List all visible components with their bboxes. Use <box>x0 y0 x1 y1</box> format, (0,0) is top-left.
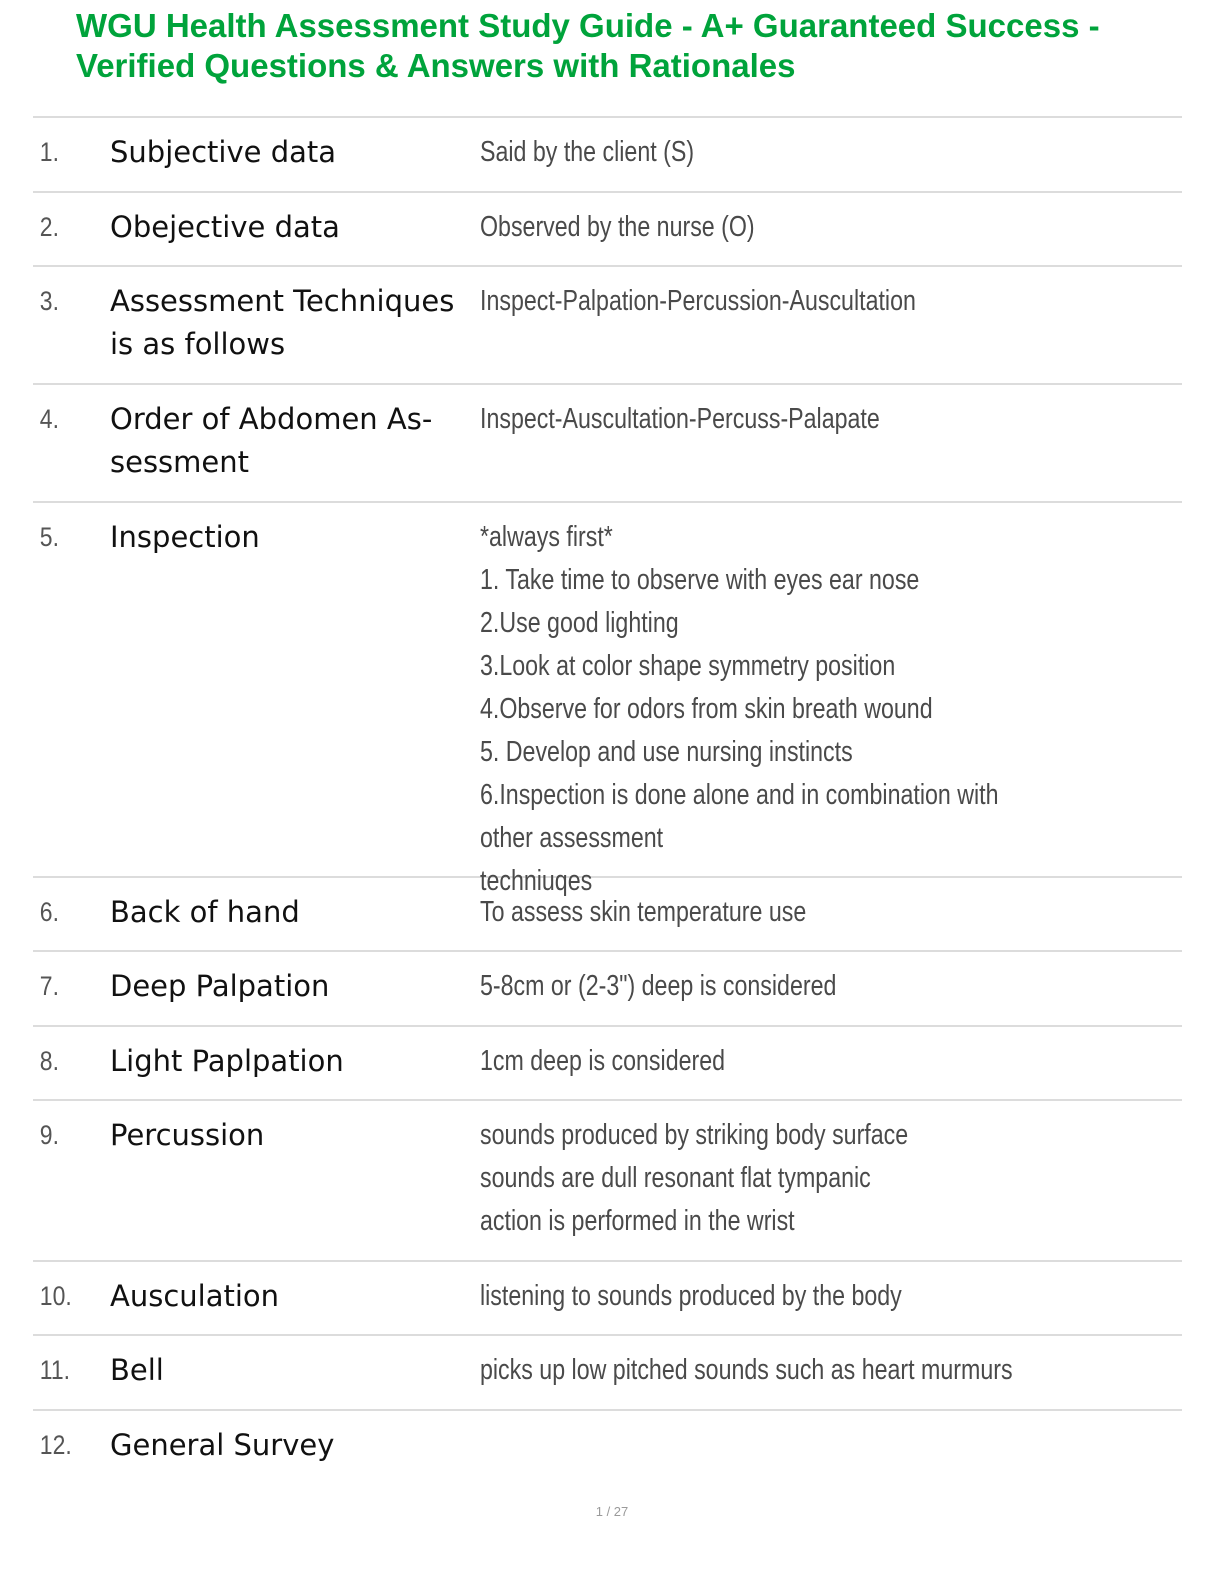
card-definition: Said by the client (S) <box>480 136 695 168</box>
title-line-1: WGU Health Assessment Study Guide - A+ Guaranteed Success - <box>76 7 1100 44</box>
card-definition: *always first* 1. Take time to observe with eyes ear nose 2.Use good lighting 3.Look at color shape symmetry position 4.Observe for odors from skin breath wound 5. Develop and use nursing instincts 6.Inspection is done alone and in combination with other assessment techniuqes <box>480 521 999 897</box>
flashcard-row <box>33 1027 1182 1101</box>
card-number: 8. <box>39 1046 59 1076</box>
card-definition: To assess skin temperature use <box>480 896 807 928</box>
card-term: Assessment Techniques is as follows <box>110 284 455 361</box>
flashcard-table <box>33 116 1182 1485</box>
card-definition <box>480 1424 1042 1485</box>
card-number: 4. <box>39 404 59 434</box>
card-definition: Inspect-Auscultation-Percuss-Palapate <box>480 403 880 435</box>
card-number: 1. <box>39 137 59 167</box>
flashcard-row <box>33 1336 1182 1411</box>
card-term: Back of hand <box>110 895 300 929</box>
card-term: Light Paplpation <box>110 1044 344 1078</box>
document-title <box>76 6 1206 86</box>
card-term: Ausculation <box>110 1279 280 1313</box>
card-definition: sounds produced by striking body surface sounds are dull resonant flat tympanic action is performed in the wrist <box>480 1119 909 1237</box>
card-number: 5. <box>39 522 59 552</box>
title-line-2: Verified Questions & Answers with Rationales <box>76 47 796 84</box>
card-number: 9. <box>39 1120 59 1150</box>
card-term: Order of Abdomen As- sessment <box>110 402 433 479</box>
card-term: Obejective data <box>110 210 340 244</box>
card-definition: Inspect-Palpation-Percussion-Auscultation <box>480 285 916 317</box>
flashcard-row <box>33 193 1182 267</box>
flashcard-row <box>33 1262 1182 1336</box>
card-term: Bell <box>110 1353 164 1387</box>
card-number: 11. <box>39 1355 71 1385</box>
card-number: 12. <box>39 1430 72 1460</box>
flashcard-row <box>33 118 1182 193</box>
card-number: 7. <box>39 971 59 1001</box>
flashcard-row <box>33 503 1182 897</box>
card-definition: listening to sounds produced by the body <box>480 1280 902 1312</box>
card-number: 6. <box>39 897 59 927</box>
card-term: Subjective data <box>110 135 337 169</box>
card-definition: 5-8cm or (2-3") deep is considered <box>480 970 837 1002</box>
card-number: 3. <box>39 286 59 316</box>
card-term: General Survey <box>110 1428 335 1462</box>
card-definition: Observed by the nurse (O) <box>480 211 755 243</box>
card-number: 10. <box>39 1281 72 1311</box>
card-term: Inspection <box>110 520 260 554</box>
flashcard-row <box>33 878 1182 952</box>
flashcard-row <box>33 385 1182 503</box>
flashcard-row <box>33 952 1182 1027</box>
flashcard-row <box>33 267 1182 385</box>
card-term: Percussion <box>110 1118 265 1152</box>
flashcard-row <box>33 1411 1182 1485</box>
flashcard-row <box>33 1101 1182 1262</box>
card-term: Deep Palpation <box>110 969 330 1003</box>
card-definition: picks up low pitched sounds such as heart murmurs <box>480 1354 1013 1386</box>
page-number: 1 / 27 <box>595 1504 629 1519</box>
card-definition: 1cm deep is considered <box>480 1045 726 1077</box>
card-number: 2. <box>39 212 59 242</box>
